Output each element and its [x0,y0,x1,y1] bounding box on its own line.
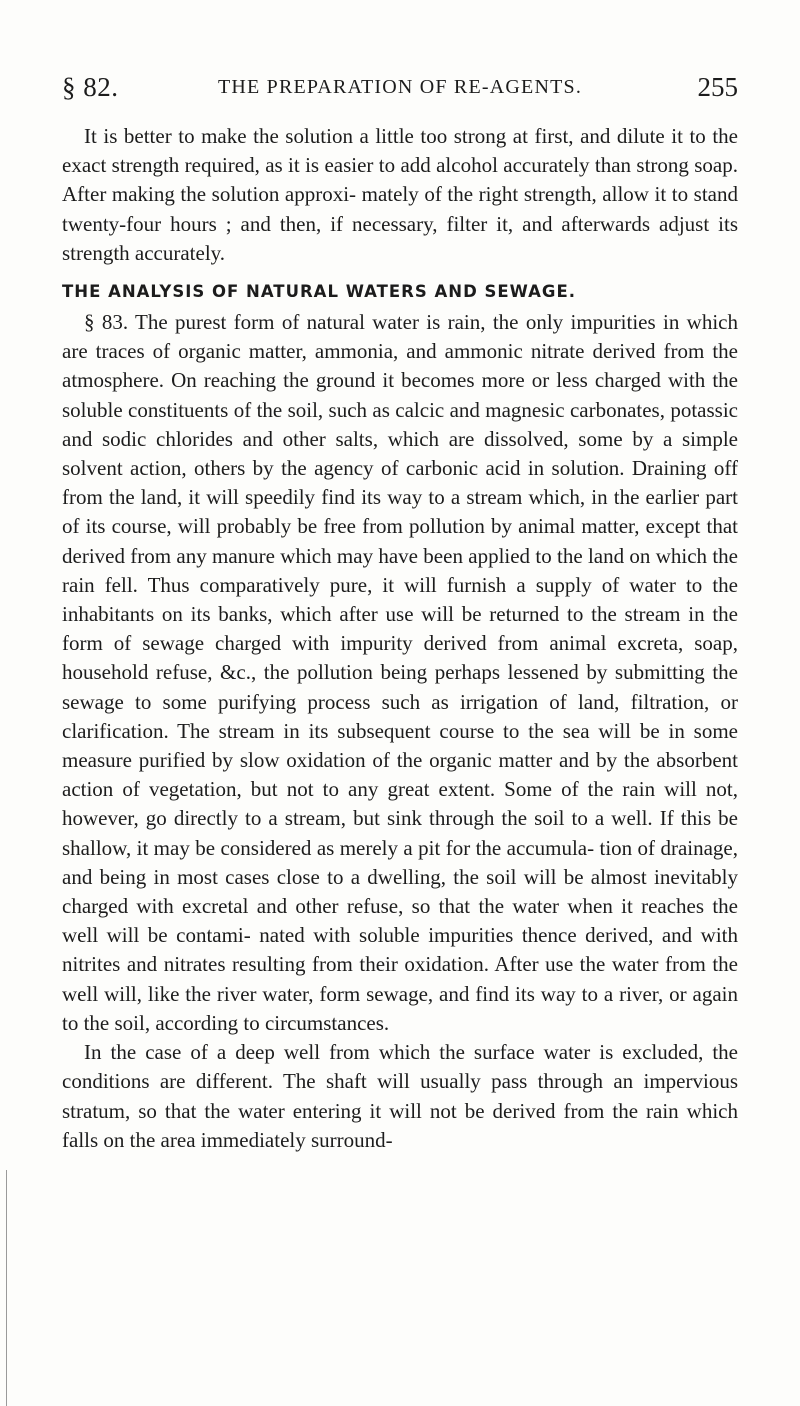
page-number: 255 [697,72,738,102]
binding-edge-line [6,1170,7,1406]
paragraph-deep-well: In the case of a deep well from which the surface water is excluded, the conditions are different. The shaft will usually pass through an impervious stratum, so that the water entering it will not be derived from the rain which falls on the area immediately surround- [62,1040,738,1152]
running-head [62,72,738,108]
section-number: § 82. [62,72,119,102]
running-title: THE PREPARATION OF RE-AGENTS. [217,76,583,98]
paragraph-soap-solution: It is better to make the solution a little too strong at first, and dilute it to the exact strength required, as it is easier to add alcohol accurately than strong soap. After making the solution approxi- mately of the right strength, allow it to stand twenty-four hours ; and then, if necessary, filter it, and afterwards adjust its strength accurately. [62,124,738,265]
body-text [62,122,738,1155]
paragraph-natural-waters: § 83. The purest form of natural water is rain, the only impurities in which are traces of organic matter, ammonia, and ammonic nitrate derived from the atmosphere. On reaching the ground it becomes more or less charged with the soluble constituents of the soil, such as calcic and magnesic carbonates, potassic and sodic chlorides and other salts, which are dissolved, some by a simple solvent action, others by the agency of carbonic acid in solution. Draining off from the land, it will speedily find its way to a stream which, in the earlier part of its course, will probably be free from pollution by animal matter, except that derived from any manure which may have been applied to the land on which the rain fell. Thus comparatively pure, it will furnish a supply of water to the inhabitants on its banks, which after use will be returned to the stream in the form of sewage charged with impurity derived from animal excreta, soap, household refuse, &c., the pollution being perhaps lessened by submitting the sewage to some purifying process such as irrigation of land, filtration, or clarification. The stream in its subsequent course to the sea will be in some measure purified by slow oxidation of the organic matter and by the absorbent action of vegetation, but not to any great extent. Some of the rain will not, however, go directly to a stream, but sink through the soil to a well. If this be shallow, it may be considered as merely a pit for the accumula- tion of drainage, and being in most cases close to a dwelling, the soil will be almost inevitably charged with excretal and other refuse, so that the water when it reaches the well will be contami- nated with soluble impurities thence derived, and with nitrites and nitrates resulting from their oxidation. After use the water from the well will, like the river water, form sewage, and find its way to a river, or again to the soil, according to circumstances. [62,310,738,1035]
section-heading: THE ANALYSIS OF NATURAL WATERS AND SEWAGE. [62,282,576,302]
